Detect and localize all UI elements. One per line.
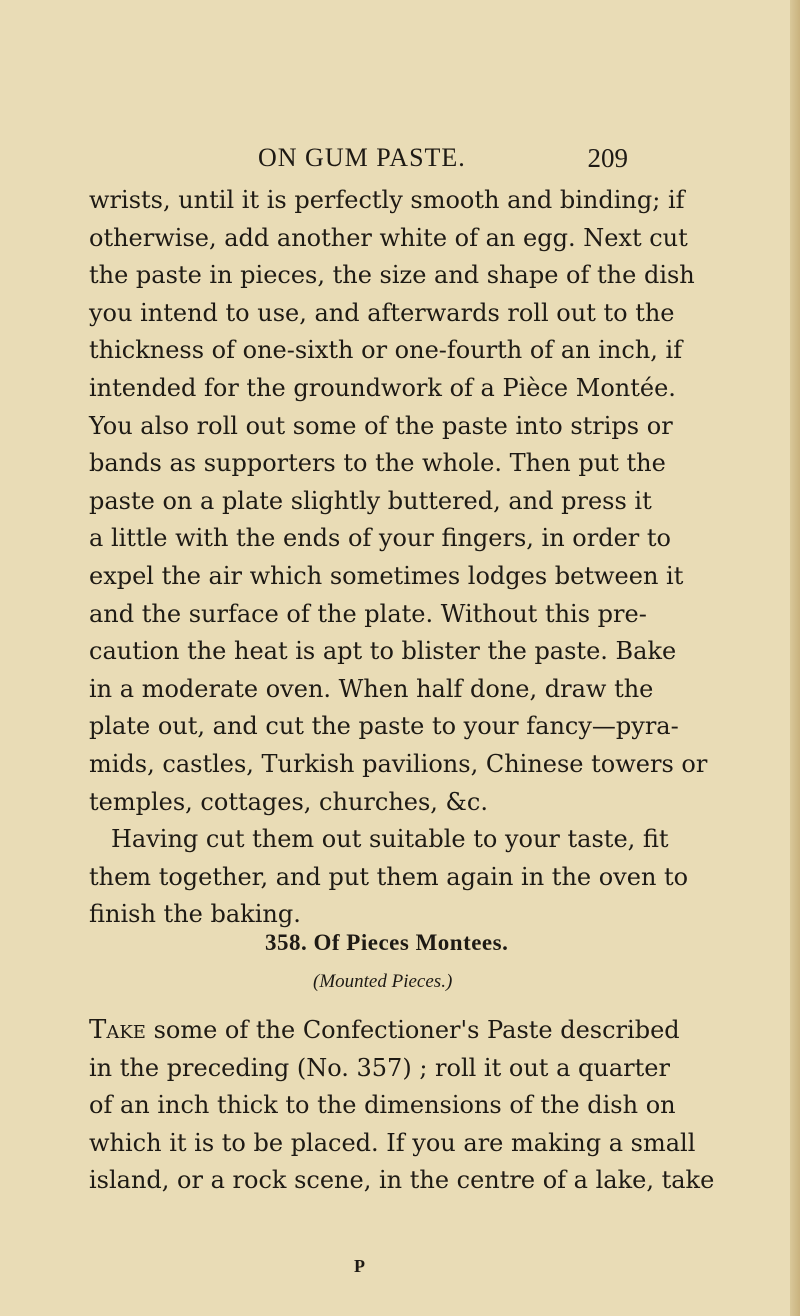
text-line: the paste in pieces, the size and shape of the dish — [89, 261, 695, 290]
text-line: in the preceding (No. 357) ; roll it out a quarter — [89, 1053, 670, 1082]
text-line: in a moderate oven. When half done, draw the — [89, 674, 654, 703]
text-line: mids, castles, Turkish pavilions, Chinese towers or — [89, 749, 708, 778]
text-line: caution the heat is apt to blister the paste. Bake — [89, 637, 677, 666]
text-line: expel the air which sometimes lodges between it — [89, 561, 684, 590]
text-line: of an inch thick to the dimensions of the dish on — [89, 1091, 676, 1120]
text-line: them together, and put them again in the oven to — [89, 862, 689, 891]
text-line: otherwise, add another white of an egg. Next cut — [89, 223, 688, 252]
running-title: ON GUM PASTE. — [258, 143, 466, 172]
text-line: plate out, and cut the paste to your fancy—pyra- — [89, 712, 679, 741]
body-paragraph-2 — [89, 1012, 715, 1200]
page-number: 209 — [587, 143, 628, 173]
text-line: Having cut them out suitable to your taste, fit — [111, 825, 669, 854]
text-line: island, or a rock scene, in the centre of a lake, take — [89, 1166, 715, 1195]
text-line: you intend to use, and afterwards roll out to the — [89, 298, 675, 327]
text-line: which it is to be placed. If you are making a small — [89, 1128, 696, 1157]
section-heading: 358. Of Pieces Montees. — [265, 930, 509, 955]
text-line: intended for the groundwork of a Pièce Montée. — [89, 373, 676, 402]
text-line: a little with the ends of your fingers, in order to — [89, 524, 671, 553]
text-line: thickness of one-sixth or one-fourth of an inch, if — [89, 336, 683, 365]
text-line: temples, cottages, churches, &c. — [89, 787, 488, 816]
signature-mark: P — [354, 1256, 365, 1276]
section-subheading: (Mounted Pieces.) — [313, 971, 453, 992]
text-line: wrists, until it is perfectly smooth and binding; if — [89, 186, 685, 214]
text-line: paste on a plate slightly buttered, and press it — [89, 486, 652, 515]
lead-word: Take — [89, 1015, 146, 1045]
page-edge — [790, 0, 800, 1316]
text-line: bands as supporters to the whole. Then put the — [89, 449, 666, 478]
text-line: finish the baking. — [89, 900, 301, 929]
text-line — [89, 1012, 680, 1050]
first-line-rest: some of the Confectioner's Paste described — [145, 1016, 680, 1044]
running-head — [258, 143, 628, 179]
text-line: You also roll out some of the paste into strips or — [89, 411, 673, 440]
body-paragraph-1 — [89, 182, 708, 934]
text-line: and the surface of the plate. Without this pre- — [89, 599, 647, 628]
